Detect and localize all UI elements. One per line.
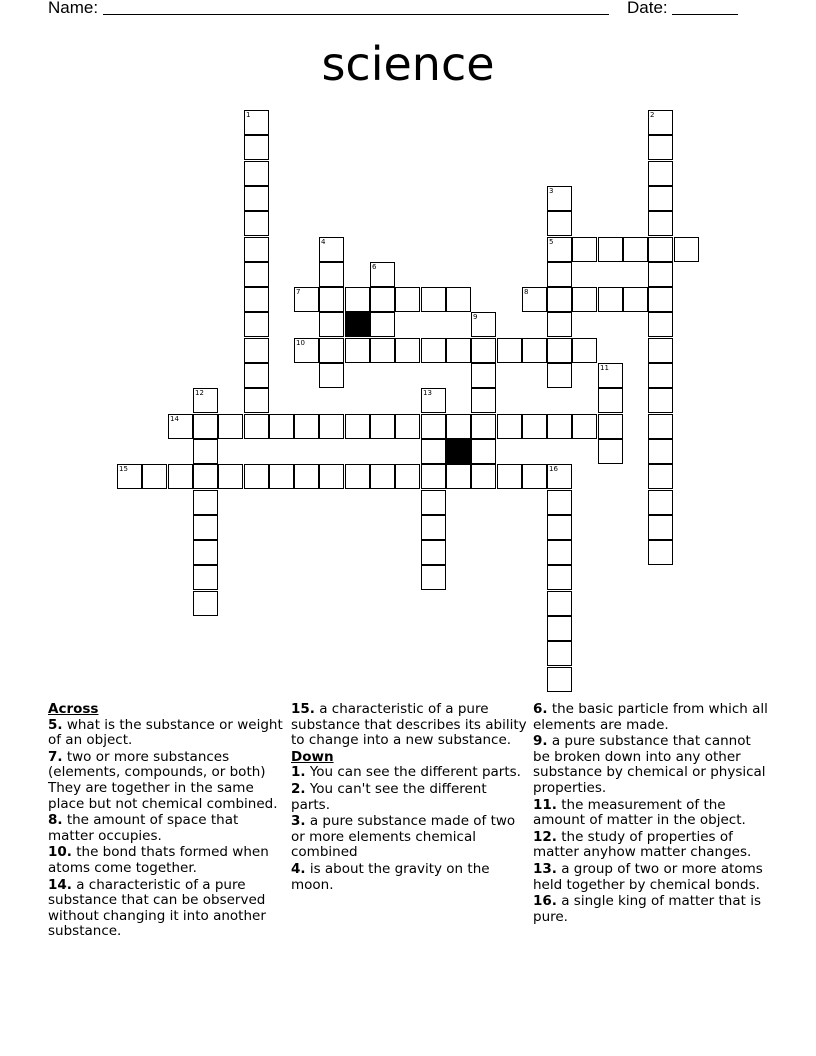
clue-number-label: 4 <box>321 238 326 246</box>
clue-down-11: 11. the measurement of the amount of matter in the object. <box>533 796 746 829</box>
crossword-cell[interactable] <box>193 565 218 590</box>
crossword-cell[interactable] <box>244 161 269 186</box>
crossword-cell[interactable] <box>446 464 471 489</box>
crossword-cell[interactable] <box>522 414 547 439</box>
crossword-cell[interactable] <box>497 414 522 439</box>
crossword-cell[interactable] <box>244 338 269 363</box>
crossword-cell[interactable] <box>648 110 673 135</box>
crossword-cell[interactable] <box>648 186 673 211</box>
crossword-cell[interactable] <box>294 338 319 363</box>
clue-down-9: 9. a pure substance that cannot be broken down into any other substance by chemical or physical properties. <box>533 733 766 796</box>
crossword-cell[interactable] <box>421 540 446 565</box>
crossword-cell[interactable] <box>345 287 370 312</box>
crossword-cell[interactable] <box>497 464 522 489</box>
clue-across-10: 10. the bond thats formed when atoms come together. <box>48 844 269 876</box>
crossword-cell[interactable] <box>269 464 294 489</box>
crossword-cell[interactable] <box>421 515 446 540</box>
crossword-cell[interactable] <box>471 338 496 363</box>
crossword-cell[interactable] <box>244 363 269 388</box>
crossword-cell[interactable] <box>572 414 597 439</box>
crossword-cell[interactable] <box>244 262 269 287</box>
across-heading: Across <box>48 701 99 717</box>
clue-down-2: 2. You can't see the different parts. <box>291 780 487 813</box>
crossword-cell[interactable] <box>547 363 572 388</box>
crossword-cell[interactable] <box>395 414 420 439</box>
crossword-cell[interactable] <box>370 414 395 439</box>
crossword-cell[interactable] <box>572 338 597 363</box>
crossword-cell[interactable] <box>244 287 269 312</box>
crossword-cell[interactable] <box>370 287 395 312</box>
clue-down-6: 6. the basic particle from which all elements are made. <box>533 701 768 733</box>
crossword-cell[interactable] <box>421 464 446 489</box>
crossword-cell[interactable] <box>319 237 344 262</box>
crossword-cell[interactable] <box>193 591 218 616</box>
crossword-cell[interactable] <box>648 262 673 287</box>
clue-across-15: 15. a characteristic of a pure substance that describes its ability to change into a new substance. <box>291 701 527 749</box>
crossword-cell[interactable] <box>648 515 673 540</box>
name-label: Name: <box>48 0 99 17</box>
crossword-cell[interactable] <box>117 464 142 489</box>
crossword-cell[interactable] <box>421 287 446 312</box>
crossword-cell[interactable] <box>623 237 648 262</box>
crossword-cell[interactable] <box>421 490 446 515</box>
crossword-cell[interactable] <box>648 490 673 515</box>
clue-number-label: 16 <box>549 465 558 473</box>
clue-number-label: 5 <box>549 238 554 246</box>
crossword-cell[interactable] <box>319 414 344 439</box>
clue-down-13: 13. a group of two or more atoms held together by chemical bonds. <box>533 860 763 893</box>
crossword-cell[interactable] <box>471 388 496 413</box>
crossword-cell[interactable] <box>244 135 269 160</box>
crossword-cell[interactable] <box>547 211 572 236</box>
clue-across-7: 7. two or more substances (elements, compounds, or both) They are together in the same place but not chemical combined. <box>48 748 278 812</box>
crossword-cell[interactable] <box>193 388 218 413</box>
clue-number-label: 11 <box>600 364 609 372</box>
crossword-cell[interactable] <box>395 338 420 363</box>
crossword-cell[interactable] <box>294 414 319 439</box>
crossword-cell[interactable] <box>421 338 446 363</box>
clue-down-12: 12. the study of properties of matter anyhow matter changes. <box>533 828 752 861</box>
clue-down-1: 1. You can see the different parts. <box>291 764 521 781</box>
crossword-cell[interactable] <box>623 287 648 312</box>
crossword-cell[interactable] <box>193 490 218 515</box>
crossword-cell[interactable] <box>244 110 269 135</box>
crossword-cell[interactable] <box>168 464 193 489</box>
crossword-cell[interactable] <box>598 414 623 439</box>
crossword-cell[interactable] <box>193 439 218 464</box>
crossword-cell[interactable] <box>168 414 193 439</box>
clue-number-label: 15 <box>119 465 128 473</box>
crossword-cell[interactable] <box>446 338 471 363</box>
crossword-cell[interactable] <box>244 388 269 413</box>
crossword-cell[interactable] <box>193 515 218 540</box>
crossword-cell[interactable] <box>471 312 496 337</box>
clue-number-label: 3 <box>549 187 554 195</box>
crossword-cell[interactable] <box>497 338 522 363</box>
crossword-cell[interactable] <box>421 388 446 413</box>
crossword-cell[interactable] <box>547 464 572 489</box>
crossword-cell[interactable] <box>193 540 218 565</box>
crossword-cell[interactable] <box>648 388 673 413</box>
crossword-cell[interactable] <box>648 161 673 186</box>
date-label: Date: <box>627 0 668 17</box>
crossword-cell[interactable] <box>598 439 623 464</box>
crossword-cell[interactable] <box>421 439 446 464</box>
down-heading: Down <box>291 748 334 765</box>
clue-down-16: 16. a single king of matter that is pure. <box>533 893 761 925</box>
crossword-cell[interactable] <box>598 363 623 388</box>
crossword-cell[interactable] <box>572 287 597 312</box>
crossword-cell[interactable] <box>446 414 471 439</box>
crossword-black-cell <box>446 439 471 464</box>
crossword-cell[interactable] <box>547 540 572 565</box>
crossword-cell[interactable] <box>471 439 496 464</box>
clues-column-3 <box>533 702 769 926</box>
crossword-cell[interactable] <box>522 338 547 363</box>
crossword-cell[interactable] <box>547 414 572 439</box>
clue-number-label: 2 <box>650 111 655 119</box>
clue-number-label: 1 <box>246 111 251 119</box>
clue-number-label: 7 <box>296 288 301 296</box>
crossword-cell[interactable] <box>319 262 344 287</box>
clue-number-label: 13 <box>423 389 432 397</box>
crossword-cell[interactable] <box>648 287 673 312</box>
crossword-cell[interactable] <box>547 591 572 616</box>
crossword-cell[interactable] <box>345 338 370 363</box>
crossword-cell[interactable] <box>319 363 344 388</box>
crossword-cell[interactable] <box>547 186 572 211</box>
crossword-cell[interactable] <box>218 414 243 439</box>
crossword-cell[interactable] <box>547 262 572 287</box>
crossword-cell[interactable] <box>547 641 572 666</box>
crossword-cell[interactable] <box>648 338 673 363</box>
crossword-cell[interactable] <box>547 667 572 692</box>
crossword-cell[interactable] <box>547 287 572 312</box>
crossword-cell[interactable] <box>244 186 269 211</box>
crossword-cell[interactable] <box>547 312 572 337</box>
crossword-cell[interactable] <box>395 464 420 489</box>
crossword-cell[interactable] <box>522 287 547 312</box>
crossword-cell[interactable] <box>370 464 395 489</box>
clue-number-label: 10 <box>296 339 305 347</box>
clue-across-8: 8. the amount of space that matter occupies. <box>48 812 239 844</box>
crossword-cell[interactable] <box>547 237 572 262</box>
clue-number-label: 14 <box>170 415 179 423</box>
crossword-cell[interactable] <box>522 464 547 489</box>
crossword-cell[interactable] <box>648 540 673 565</box>
crossword-cell[interactable] <box>370 338 395 363</box>
crossword-cell[interactable] <box>446 287 471 312</box>
crossword-cell[interactable] <box>648 414 673 439</box>
clue-across-5: 5. what is the substance or weight of an object. <box>48 716 283 749</box>
crossword-cell[interactable] <box>319 464 344 489</box>
crossword-cell[interactable] <box>421 414 446 439</box>
clues-column-1 <box>48 702 284 941</box>
clue-down-4: 4. is about the gravity on the moon. <box>291 860 490 893</box>
crossword-cell[interactable] <box>648 363 673 388</box>
crossword-cell[interactable] <box>370 312 395 337</box>
crossword-cell[interactable] <box>547 338 572 363</box>
crossword-cell[interactable] <box>648 237 673 262</box>
crossword-cell[interactable] <box>244 414 269 439</box>
clue-number-label: 6 <box>372 263 377 271</box>
clues-column-2 <box>291 702 527 894</box>
crossword-cell[interactable] <box>319 338 344 363</box>
crossword-cell[interactable] <box>471 414 496 439</box>
crossword-cell[interactable] <box>547 565 572 590</box>
clue-number-label: 12 <box>195 389 204 397</box>
crossword-cell[interactable] <box>244 237 269 262</box>
clue-down-3: 3. a pure substance made of two or more elements chemical combined <box>291 813 516 861</box>
crossword-cell[interactable] <box>294 287 319 312</box>
crossword-cell[interactable] <box>648 464 673 489</box>
crossword-cell[interactable] <box>598 237 623 262</box>
crossword-cell[interactable] <box>193 414 218 439</box>
puzzle-title: science <box>321 37 495 91</box>
crossword-cell[interactable] <box>269 414 294 439</box>
crossword-cell[interactable] <box>421 565 446 590</box>
crossword-cell[interactable] <box>319 287 344 312</box>
crossword-cell[interactable] <box>648 312 673 337</box>
crossword-cell[interactable] <box>244 312 269 337</box>
crossword-cell[interactable] <box>244 464 269 489</box>
crossword-cell[interactable] <box>471 363 496 388</box>
crossword-cell[interactable] <box>648 439 673 464</box>
crossword-cell[interactable] <box>572 237 597 262</box>
crossword-cell[interactable] <box>598 388 623 413</box>
crossword-cell[interactable] <box>547 515 572 540</box>
clue-number-label: 8 <box>524 288 529 296</box>
crossword-cell[interactable] <box>345 414 370 439</box>
crossword-cell[interactable] <box>547 490 572 515</box>
crossword-cell[interactable] <box>648 211 673 236</box>
crossword-cell[interactable] <box>674 237 699 262</box>
crossword-cell[interactable] <box>294 464 319 489</box>
crossword-cell[interactable] <box>345 464 370 489</box>
clue-across-14: 14. a characteristic of a pure substance that can be observed without changing it into another substance. <box>48 876 266 940</box>
crossword-cell[interactable] <box>193 464 218 489</box>
clue-number-label: 9 <box>473 313 478 321</box>
crossword-cell[interactable] <box>395 287 420 312</box>
crossword-cell[interactable] <box>218 464 243 489</box>
crossword-cell[interactable] <box>471 464 496 489</box>
crossword-cell[interactable] <box>648 135 673 160</box>
crossword-cell[interactable] <box>142 464 167 489</box>
crossword-cell[interactable] <box>244 211 269 236</box>
crossword-black-cell <box>345 312 370 337</box>
crossword-cell[interactable] <box>547 616 572 641</box>
crossword-cell[interactable] <box>370 262 395 287</box>
crossword-cell[interactable] <box>598 287 623 312</box>
crossword-cell[interactable] <box>319 312 344 337</box>
